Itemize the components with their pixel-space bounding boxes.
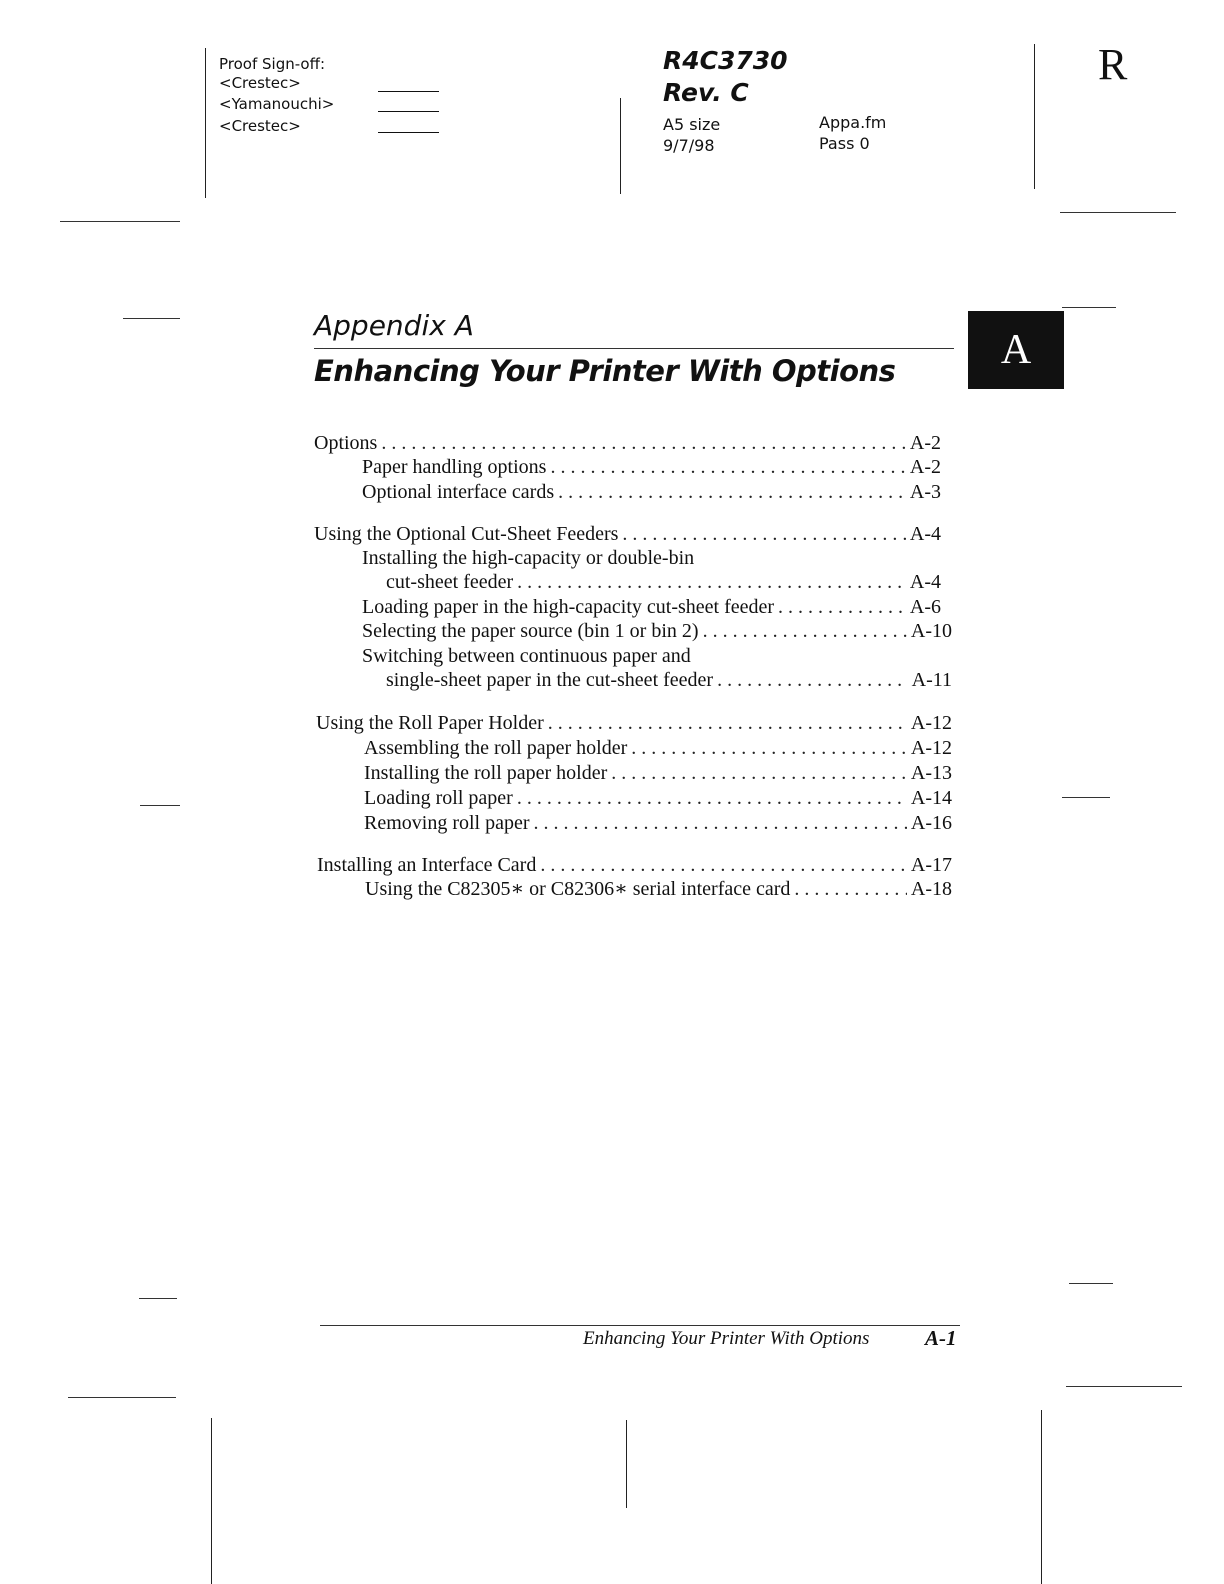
proof-signer-3: <Crestec> [219, 117, 301, 135]
heading-rule [314, 348, 954, 349]
right-header-rule [1034, 44, 1035, 189]
left-header-rule [205, 48, 206, 198]
dot-leader [622, 522, 905, 547]
toc-entry-selecting-paper-source[interactable]: Selecting the paper source (bin 1 or bin 2) . . . A-10 [362, 619, 952, 644]
toc-entry-loading-paper-feeder[interactable]: Loading paper in the high-capacity cut-sheet feeder . . . A-6 [362, 595, 941, 620]
crop-mark [139, 1298, 177, 1299]
dot-leader [381, 431, 906, 456]
toc-entry-switching-paper-line1[interactable]: Switching between continuous paper and [362, 645, 691, 667]
page-number: A-12 [910, 712, 952, 734]
toc-entry-removing-roll-paper[interactable]: Removing roll paper . . . A-16 [364, 811, 952, 836]
page-number: A-17 [910, 854, 952, 876]
dot-leader [717, 668, 908, 693]
toc-entry-assembling-holder[interactable]: Assembling the roll paper holder . . . A-12 [364, 736, 952, 761]
appendix-label: Appendix A [314, 309, 474, 342]
dot-leader [540, 853, 907, 878]
dot-leader [703, 619, 907, 644]
running-footer: Enhancing Your Printer With Options [583, 1328, 870, 1349]
toc-entry-installing-feeder[interactable]: cut-sheet feeder . . . A-4 [386, 570, 941, 595]
page-number: A-12 [910, 737, 952, 759]
pass-number: Pass 0 [819, 134, 870, 153]
crop-mark [60, 221, 180, 222]
signature-line-1 [378, 91, 439, 92]
toc-entry-installing-holder[interactable]: Installing the roll paper holder . . . A-13 [364, 761, 952, 786]
toc-entry-interface-cards[interactable]: Optional interface cards . . . A-3 [362, 480, 941, 505]
page-number: A-4 [909, 571, 941, 593]
footer-page-number: A-1 [925, 1326, 957, 1350]
toc-entry-installing-feeder-line1[interactable]: Installing the high-capacity or double-bin [362, 547, 695, 569]
page-number: A-4 [909, 523, 941, 545]
crop-mark [123, 318, 180, 319]
page-number: A-13 [910, 762, 952, 784]
dot-leader [548, 711, 907, 736]
signature-line-3 [378, 132, 439, 133]
toc-entry-switching-paper[interactable]: single-sheet paper in the cut-sheet feeder . . . A-11 [386, 668, 952, 693]
proof-signoff-label: Proof Sign-off: [219, 55, 325, 73]
dot-leader [550, 455, 905, 480]
crop-mark [1060, 212, 1176, 213]
crop-mark [1069, 1283, 1113, 1284]
page-number: A-16 [910, 812, 952, 834]
crop-mark [140, 805, 180, 806]
toc-entry-cut-sheet-feeders[interactable]: Using the Optional Cut-Sheet Feeders . . . A-4 [314, 522, 941, 547]
toc-entry-roll-paper-holder[interactable]: Using the Roll Paper Holder . . . A-12 [316, 711, 952, 736]
crop-mark [68, 1397, 176, 1398]
corner-mark: R [1098, 40, 1128, 89]
page-number: A-6 [909, 596, 941, 618]
chapter-title: Enhancing Your Printer With Options [314, 354, 896, 388]
crop-mark [1066, 1386, 1182, 1387]
toc-entry-paper-handling[interactable]: Paper handling options . . . A-2 [362, 455, 941, 480]
toc-entry-interface-card[interactable]: Installing an Interface Card . . . A-17 [317, 853, 952, 878]
dot-leader [517, 570, 906, 595]
crop-mark [211, 1418, 212, 1584]
center-header-rule [620, 98, 621, 194]
dot-leader [517, 786, 907, 811]
page-number: A-11 [911, 669, 952, 691]
chapter-tab [968, 311, 1064, 389]
crop-mark [1062, 797, 1110, 798]
signature-line-2 [378, 111, 439, 112]
page-number: A-2 [909, 456, 941, 478]
toc-entry-options[interactable]: Options . . . A-2 [314, 431, 941, 456]
crop-mark [1041, 1410, 1042, 1584]
page-number: A-14 [910, 787, 952, 809]
revision: Rev. C [663, 78, 749, 107]
dot-leader [611, 761, 907, 786]
crop-mark [626, 1420, 627, 1508]
page-number: A-3 [909, 481, 941, 503]
document-date: 9/7/98 [663, 136, 715, 155]
chapter-tab-letter: A [1000, 327, 1032, 373]
dot-leader [631, 736, 907, 761]
dot-leader [794, 877, 906, 902]
document-code: R4C3730 [663, 46, 788, 75]
toc-entry-serial-interface-card[interactable]: Using the C82305∗ or C82306∗ serial interface card . . . A-18 [365, 877, 952, 902]
proof-signer-1: <Crestec> [219, 74, 301, 92]
dot-leader [778, 595, 906, 620]
proof-signer-2: <Yamanouchi> [219, 95, 335, 113]
page-size: A5 size [663, 115, 721, 134]
dot-leader [534, 811, 907, 836]
footer-rule [320, 1325, 960, 1326]
crop-mark [1062, 307, 1116, 308]
dot-leader [558, 480, 906, 505]
file-name: Appa.fm [819, 113, 887, 132]
page-number: A-10 [910, 620, 952, 642]
toc-entry-loading-roll-paper[interactable]: Loading roll paper . . . A-14 [364, 786, 952, 811]
page-number: A-18 [910, 878, 952, 900]
page-number: A-2 [909, 432, 941, 454]
